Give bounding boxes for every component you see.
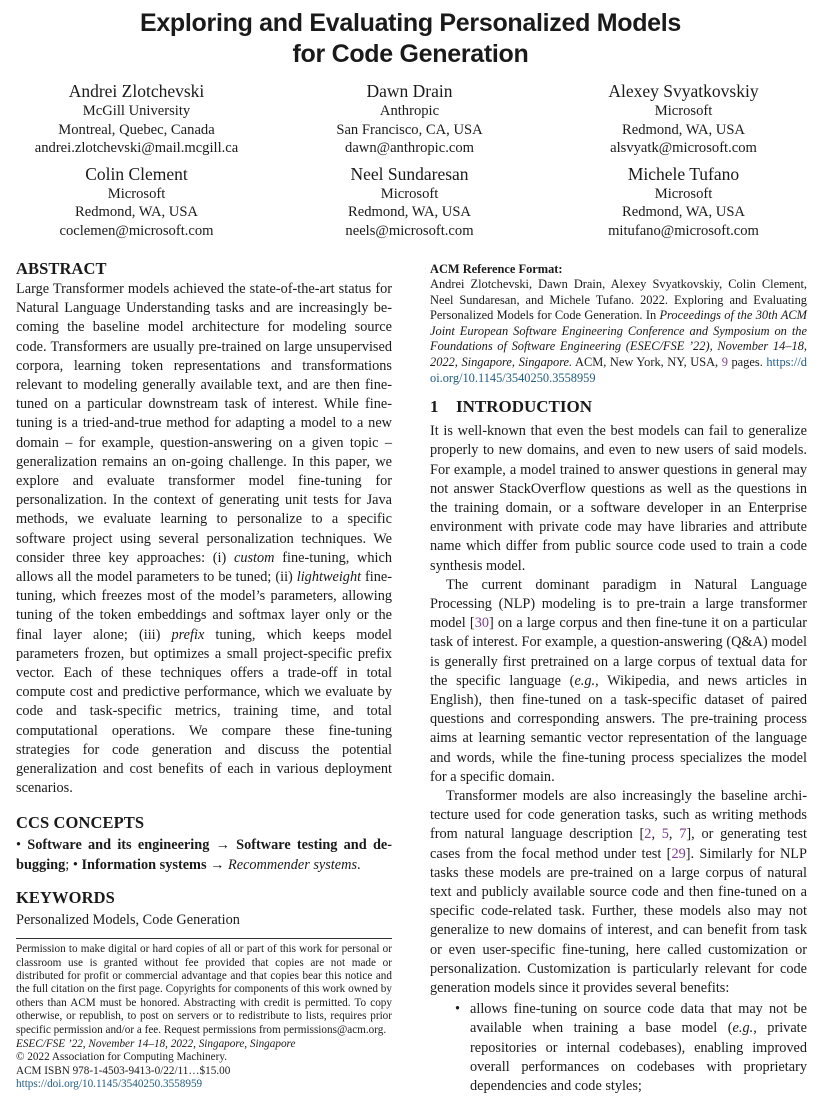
author-block	[546, 81, 821, 158]
keywords-heading: KEYWORDS	[16, 887, 115, 907]
intro-paragraph-2	[430, 576, 807, 787]
ccs-bullet: •	[72, 856, 78, 873]
author-email: mitufano@microsoft.com	[608, 222, 759, 239]
right-column	[430, 262, 807, 1096]
author-location: San Francisco, CA, USA	[336, 121, 483, 138]
reference-format-heading: ACM Reference Format:	[430, 262, 563, 276]
ccs-concept: Software testing and debugging	[16, 837, 393, 873]
intro-paragraph-3: Transformer models are also increasingly the baseline architecture used for code generation tasks, such as writing methods from natural language description [2, 5, 7], or generating test cases from the focal method under test [29]. Similarly for NLP tasks these models are pre-trained on a large corpus of natural text and publicly available source code and then fine-tuned on a specific code-related task. Further, these models also may not generalize to new domains of interest, and can benefit from task or even user-specific fine-tuning, here called customization or personalization. Customization is particularly relevant for code generation models since it provides several benefits:	[430, 788, 808, 997]
title-line-1: Exploring and Evaluating Personalized Models	[139, 9, 682, 37]
venue-line: ESEC/FSE ’22, November 14–18, 2022, Singapore, Singapore	[16, 1037, 296, 1050]
author-block	[273, 81, 546, 158]
abstract-text	[16, 280, 392, 798]
left-column	[16, 258, 392, 1092]
author-email: dawn@anthropic.com	[345, 140, 474, 156]
intro-text-part: , Wikipedia, and news articles in English), then fine-tuned on a task-specific dataset of paired questions and corresponding answers. The pre-training process aims at learning semantic vector representation of the language and words, while the fine-tuning process specializes the model for a specific domain.	[430, 672, 807, 785]
ccs-bullet: •	[16, 837, 22, 854]
author-list	[0, 81, 821, 240]
author-affiliation: Anthropic	[379, 103, 440, 119]
intro-paragraph-1: It is well-known that even the best models can fail to generalize properly to new domains, and even to new users of said models. For example, a model trained to answer questions in general may not answer StackOverflow questions as well as the questions in the training domain, or a software developer in an Enterprise environment with private code may have libraries and attribute name which differ from public source code used to train a code synthesis model.	[430, 423, 807, 574]
author-affiliation: Microsoft	[654, 185, 713, 202]
ccs-concepts	[16, 836, 392, 874]
reference-doi-link[interactable]: https://doi.org/10.1145/3540250.3558959	[430, 354, 807, 385]
ccs-heading: CCS CONCEPTS	[16, 813, 145, 833]
citation-link[interactable]: 7	[679, 826, 687, 843]
author-name: Andrei Zlotchevski	[68, 81, 205, 101]
title-line-2: for Code Generation	[292, 40, 529, 68]
abstract-text-part: fine-tuning, which allows all the model parameters to be tuned; (ii)	[16, 549, 392, 586]
page-count-link[interactable]: 9	[721, 354, 728, 369]
abstract-text-part: Large Transformer models achieved the state-of-the-art status for Natural Language Understanding tasks and are increasingly becoming the baseline model architecture for modeling source code. Transformers are usually pre-trained on large unsupervised corpora, learning token representations and transformations relevant to modeling generally available text, and are then fine-tuned on a particular downstream task of interest. While fine-tuning is a tried-and-true method for adapting a model to a new domain – for example, question-answering on a given topic – generalization remains an on-going challenge. In this paper, we explore and evaluate transformer model fine-tuning for personalization. In the context of generating unit tests for Java methods, we evaluate learning to personalize to a specific software project using several personalization techniques. We consider three key approaches: (i)	[16, 281, 392, 566]
section-title: INTRODUCTION	[456, 397, 593, 417]
permission-notice: Permission to make digital or hard copies of all or part of this work for personal or classroom use is granted without fee provided that copies are not made or distributed for profit or commercial advantage and that copies bear this notice and the full citation on the first page. Copyrights for components of this work owned by others than ACM must be honored. Abstracting with credit is permitted. To copy otherwise, or republish, to post on servers or to redistribute to lists, requires prior specific permission and/or a fee. Request permissions from permissions@acm.org.	[16, 943, 392, 1036]
list-emphasis: e.g.	[732, 1020, 754, 1037]
abstract-text-part: tuning, which keeps model parameters frozen, but optimizes a small project-specific prefix vector. Each of these techniques offers a trade-off in total compute cost and predictive performance, which we evaluate by code and task-specific metrics, training time, and total computational operations. We compare these fine-tuning strategies for code generation and discuss the potential generalization and cost benefits of each in various deployment scenarios.	[16, 626, 392, 797]
benefits-list	[430, 1000, 807, 1096]
abstract-text-part: fine-tuning, which freezes most of the model’s parameters, allowing tuning of the token embeddings and softmax layer only or the final layer alone; (iii)	[16, 569, 392, 643]
author-affiliation: Microsoft	[107, 185, 166, 202]
author-location: Montreal, Quebec, Canada	[58, 121, 215, 138]
intro-text-part: The current dominant paradigm in Natural Language Processing (NLP) modeling is to pre-train a large transformer model [	[430, 576, 807, 632]
citation-link[interactable]: 30	[474, 615, 489, 632]
ccs-concept: Recommender systems	[227, 856, 358, 873]
author-name: Alexey Svyatkovskiy	[608, 81, 759, 101]
intro-emphasis: e.g.	[574, 672, 596, 689]
list-text-part: allows fine-tuning on source code data that may not be available when training a base model (	[470, 1001, 807, 1037]
ccs-separator: ;	[65, 856, 70, 873]
author-block	[546, 164, 821, 241]
intro-text-part: ]. Similarly for NLP tasks these models are pre-trained on a large corpus of natural text and publicly available source code and then fine-tuned on a specific code-related task. Further, these models also may not generalize to new domains of interest, and can benefit from task or even user-specific fine-tuning, here called customization or personalization. Customization is particularly relevant for code generation models since it provides several benefits:	[430, 845, 807, 997]
bullet-icon: •	[455, 1001, 461, 1018]
author-name: Colin Clement	[85, 163, 188, 184]
list-text-part: , private repositories or internal codebases), enabling improved overall performances on codebases with proprietary dependencies and code styles;	[470, 1020, 807, 1095]
author-name: Dawn Drain	[366, 81, 453, 101]
intro-text-part: Transformer models are also increasingly the baseline architecture used for code generation tasks, such as writing methods from natural language description [	[430, 788, 807, 843]
reference-text-part: ACM, New York, NY, USA,	[572, 354, 722, 369]
citation-link[interactable]: 2	[644, 826, 652, 843]
author-affiliation: Microsoft	[654, 103, 713, 119]
reference-text-part: Andrei Zlotchevski, Dawn Drain, Alexey Svyatkovskiy, Colin Clement, Neel Sundaresan, and Michele Tufano. 2022. Exploring and Evaluating Personalized Models for Code Generation. In	[430, 277, 807, 323]
author-name: Michele Tufano	[627, 163, 740, 184]
author-email: alsvyatk@microsoft.com	[610, 140, 757, 156]
author-block	[0, 164, 273, 241]
citation-link[interactable]: 5	[661, 826, 669, 843]
doi-link[interactable]: https://doi.org/10.1145/3540250.3558959	[16, 1078, 203, 1091]
paper-title	[0, 8, 821, 70]
abstract-emphasis: prefix	[171, 626, 205, 643]
author-affiliation: McGill University	[82, 103, 191, 119]
reference-proceedings: Proceedings of the 30th ACM Joint European Software Engineering Conference and Symposium on the Foundations of Software Engineering (ESEC/FSE ’22), November 14–18, 2022, Singapore, Singapore.	[430, 308, 807, 369]
author-affiliation: Microsoft	[380, 185, 439, 202]
abstract-emphasis: custom	[234, 549, 275, 566]
arrow-icon: →	[210, 856, 225, 873]
author-name: Neel Sundaresan	[350, 163, 469, 184]
isbn-line: ACM ISBN 978-1-4503-9413-0/22/11…$15.00	[16, 1064, 231, 1077]
author-email: andrei.zlotchevski@mail.mcgill.ca	[34, 140, 239, 156]
author-location: Redmond, WA, USA	[75, 204, 198, 220]
abstract-emphasis: lightweight	[296, 569, 362, 586]
author-email: neels@microsoft.com	[345, 222, 474, 239]
intro-text-part: ] on a large corpus and then fine-tune it on a particular task of interest. For example, a question-answering (Q&A) model is generally first pretrained on a large corpus of textual data for the specific language (	[430, 615, 807, 689]
section-number: 1	[430, 397, 439, 417]
footnote-divider	[16, 938, 392, 939]
abstract-heading: ABSTRACT	[16, 259, 107, 278]
ccs-concept: Information systems	[81, 856, 207, 873]
author-email: coclemen@microsoft.com	[59, 222, 214, 239]
ccs-concept: Software and its engineering	[27, 837, 210, 854]
keywords-text: Personalized Models, Code Generation	[16, 911, 240, 928]
introduction-heading	[430, 396, 807, 418]
author-location: Redmond, WA, USA	[348, 204, 471, 220]
author-block	[0, 81, 273, 158]
author-location: Redmond, WA, USA	[622, 204, 745, 220]
copyright-line: © 2022 Association for Computing Machinery.	[16, 1051, 227, 1064]
reference-text-part: pages.	[727, 354, 767, 369]
list-item	[455, 1000, 807, 1096]
author-block	[273, 164, 546, 241]
author-location: Redmond, WA, USA	[622, 121, 745, 138]
citation-link[interactable]: 29	[671, 845, 686, 862]
reference-format-text	[430, 277, 807, 386]
arrow-icon: →	[215, 837, 230, 854]
intro-text-part: ], or generating test cases from the focal method under test [	[430, 826, 808, 862]
ccs-end: .	[357, 856, 361, 873]
